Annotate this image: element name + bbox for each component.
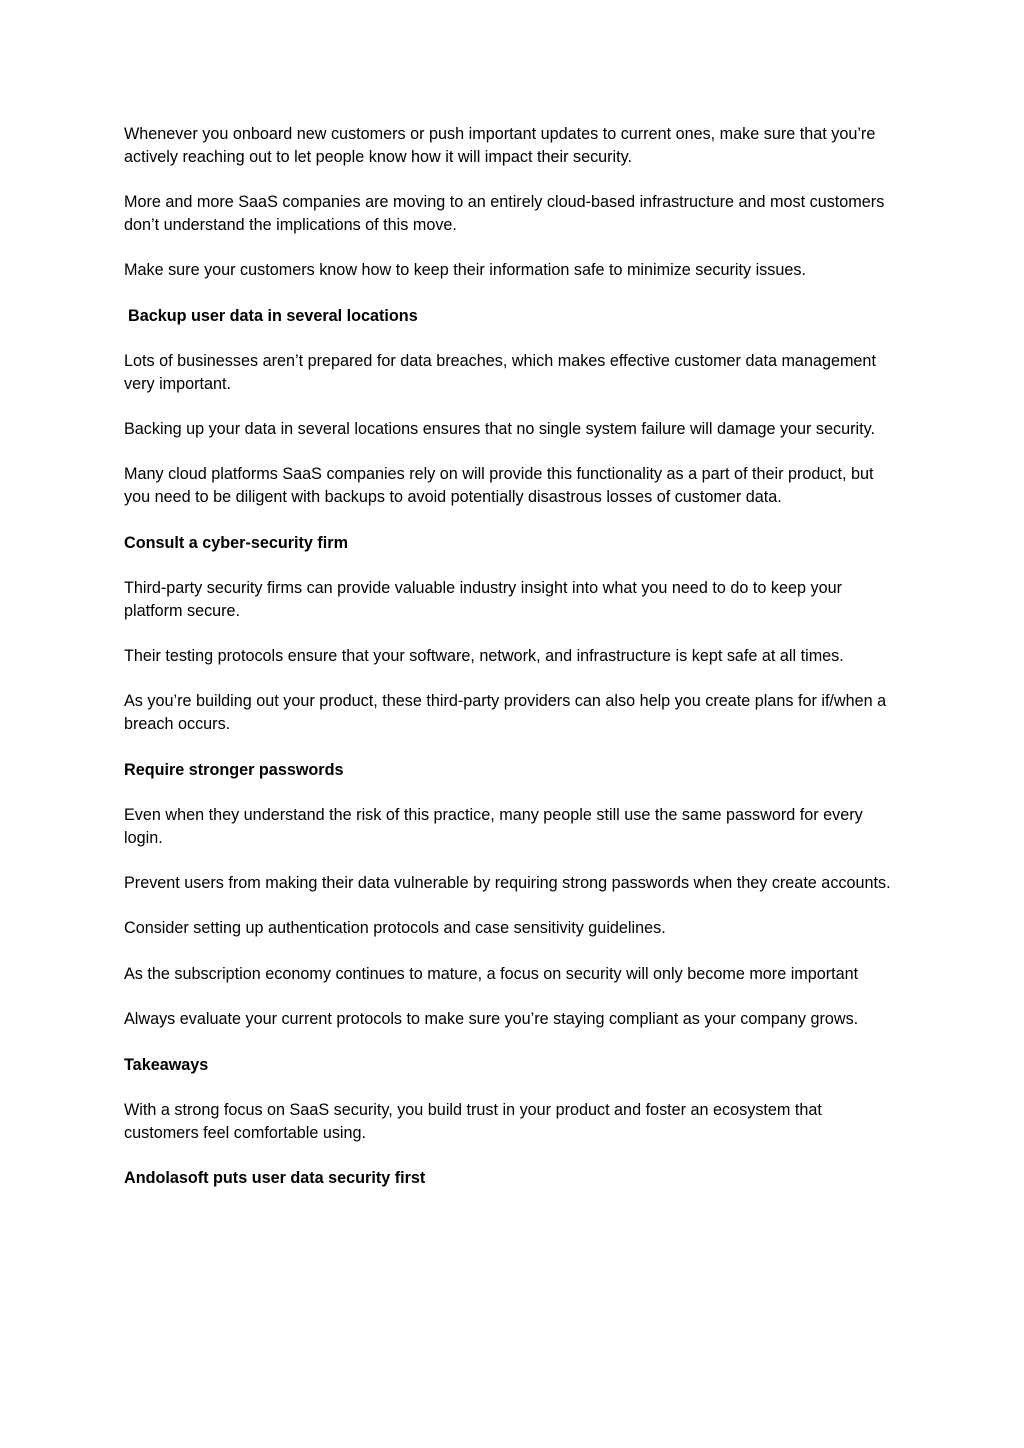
- paragraph-onboard-updates: Whenever you onboard new customers or push important updates to current ones, make sure that you’re actively reaching out to let people know how it will impact their security.: [124, 125, 876, 166]
- paragraph-cloud-platform-backups: Many cloud platforms SaaS companies rely on will provide this functionality as a part of their product, but you need to be diligent with backups to avoid potentially disastrous losses of customer data.: [124, 465, 874, 507]
- paragraph-authentication-guidelines: Consider setting up authentication protocols and case sensitivity guidelines.: [124, 919, 666, 938]
- paragraph-cloud-infrastructure: More and more SaaS companies are moving to an entirely cloud-based infrastructure and most customers don’t understand the implications of this move.: [124, 193, 885, 234]
- heading-consult-security-firm: Consult a cyber-security firm: [124, 533, 348, 552]
- paragraph-customer-information-safety: Make sure your customers know how to keep their information safe to minimize security issues.: [124, 261, 806, 280]
- paragraph-third-party-insight: Third-party security firms can provide valuable industry insight into what you need to do to keep your platform secure.: [124, 578, 843, 620]
- heading-stronger-passwords: Require stronger passwords: [124, 760, 344, 779]
- paragraph-backup-locations: Backing up your data in several locations ensures that no single system failure will damage your security.: [124, 420, 875, 439]
- paragraph-strong-password-requirement: Prevent users from making their data vulnerable by requiring strong passwords when they create accounts.: [124, 874, 891, 892]
- paragraph-breach-plans: As you’re building out your product, these third-party providers can also help you create plans for if/when a breach occurs.: [124, 692, 887, 734]
- paragraph-saas-security-trust: With a strong focus on SaaS security, you build trust in your product and foster an ecosystem that customers feel comfortable using.: [124, 1100, 822, 1142]
- heading-backup-user-data: Backup user data in several locations: [128, 306, 418, 325]
- paragraph-subscription-economy: As the subscription economy continues to mature, a focus on security will only become more important: [124, 964, 859, 983]
- heading-takeaways: Takeaways: [124, 1055, 209, 1074]
- paragraph-data-breaches: Lots of businesses aren’t prepared for data breaches, which makes effective customer data management very important.: [124, 351, 876, 393]
- heading-andolasoft-security: Andolasoft puts user data security first: [124, 1169, 426, 1188]
- document-body: [124, 123, 899, 1212]
- paragraph-protocol-evaluation: Always evaluate your current protocols to make sure you’re staying compliant as your company grows.: [124, 1010, 859, 1029]
- paragraph-password-reuse: Even when they understand the risk of this practice, many people still use the same password for every login.: [124, 805, 863, 847]
- paragraph-testing-protocols: Their testing protocols ensure that your software, network, and infrastructure is kept safe at all times.: [124, 647, 844, 666]
